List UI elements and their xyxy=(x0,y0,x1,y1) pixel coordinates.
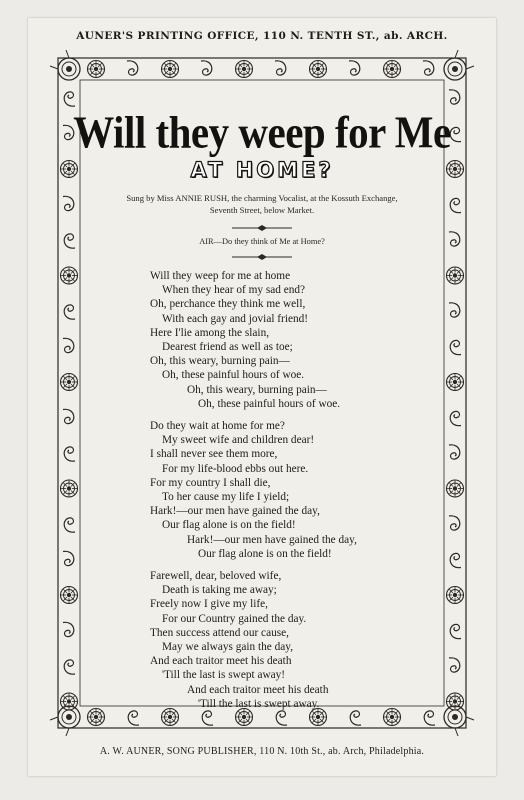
verse-line: When they hear of my sad end? xyxy=(162,284,306,297)
stanza-3 xyxy=(150,569,410,711)
verse-line: For our Country gained the day. xyxy=(162,612,307,625)
verse-line: Farewell, dear, beloved wife, xyxy=(150,570,282,582)
song-subtitle: AT HOME? xyxy=(190,158,334,182)
verse-line: Death is taking me away; xyxy=(162,584,277,597)
air-tune-line: AIR—Do they think of Me at Home? xyxy=(199,237,325,246)
verse-line: My sweet wife and children dear! xyxy=(162,434,315,447)
verse-line: For my country I shall die, xyxy=(150,476,271,489)
verse-line: And each traitor meet his death xyxy=(150,655,292,668)
song-title: Will they weep for Me xyxy=(73,106,451,158)
verse-line: May we always gain the day, xyxy=(162,641,294,654)
verse-line: Do they wait at home for me? xyxy=(150,420,285,432)
divider-rule-top xyxy=(232,225,292,231)
verse-line: To her cause my life I yield; xyxy=(162,491,290,504)
verse-line: I shall never see them more, xyxy=(150,448,278,461)
verse-line: Then success attend our cause, xyxy=(150,626,289,639)
broadside-sheet xyxy=(28,18,496,776)
verse-line: Dearest friend as well as toe; xyxy=(162,341,293,354)
credit-line-1: Sung by Miss ANNIE RUSH, the charming Vocalist, at the Kossuth Exchange, xyxy=(126,193,398,203)
ornamental-border xyxy=(48,48,476,738)
credit-line-2: Seventh Street, below Market. xyxy=(209,205,315,215)
stanza-2 xyxy=(150,419,410,561)
verse-line: For my life-blood ebbs out here. xyxy=(162,462,309,475)
divider-rule-bottom xyxy=(232,254,292,260)
verse-line: Oh, these painful hours of woe. xyxy=(198,397,341,410)
verse-line: And each traitor meet his death xyxy=(187,683,329,696)
verse-line: Oh, perchance they think me well, xyxy=(150,298,306,311)
verse-line: Hark!—our men have gained the day, xyxy=(150,505,320,518)
printer-header: AUNER'S PRINTING OFFICE, 110 N. TENTH ST., ab. ARCH. xyxy=(76,30,448,42)
verse-line: Oh, this weary, burning pain— xyxy=(150,355,290,368)
verse-line: Our flag alone is on the field! xyxy=(198,547,332,560)
verse-line: Oh, these painful hours of woe. xyxy=(162,369,305,382)
verse-line: Will they weep for me at home xyxy=(150,270,291,282)
verse-line: With each gay and jovial friend! xyxy=(162,312,309,325)
verse-line: 'Till the last is swept away! xyxy=(162,669,286,682)
stanza-1 xyxy=(150,269,410,411)
verse-line: Here I'lie among the slain, xyxy=(150,326,270,339)
verse-line: 'Till the last is swept away. xyxy=(198,697,320,710)
verse-line: Oh, this weary, burning pain— xyxy=(187,383,327,396)
verse-line: Freely now I give my life, xyxy=(150,598,268,611)
verse-line: Hark!—our men have gained the day, xyxy=(187,533,357,546)
publisher-footer: A. W. AUNER, SONG PUBLISHER, 110 N. 10th St., ab. Arch, Philadelphia. xyxy=(99,746,425,757)
performer-credit xyxy=(88,192,436,216)
verse-line: Our flag alone is on the field! xyxy=(162,519,296,532)
